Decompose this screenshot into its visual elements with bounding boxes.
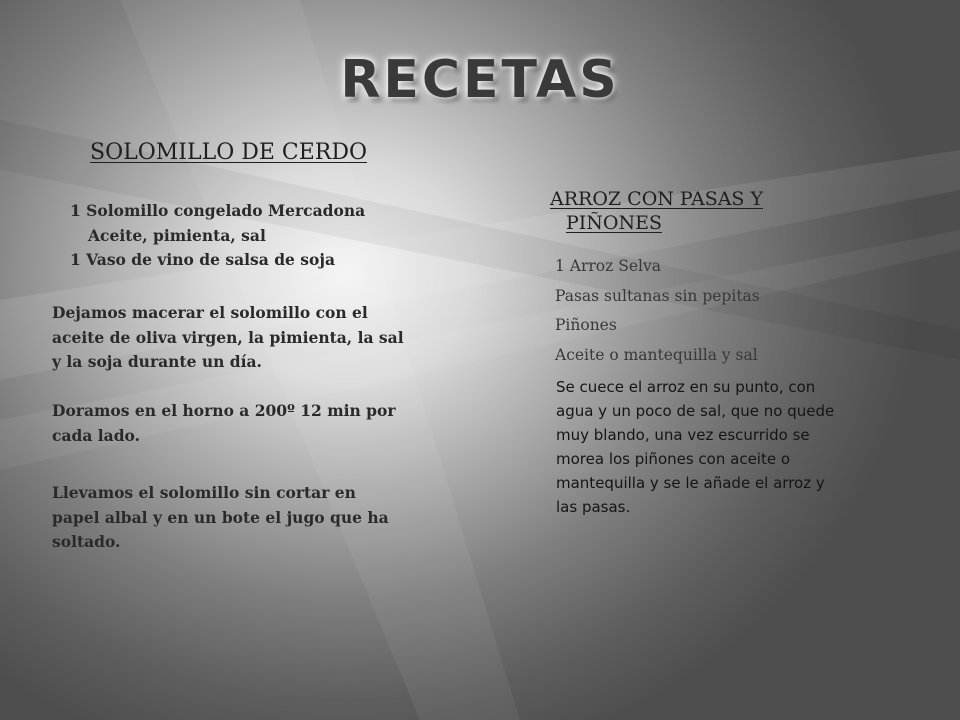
recipe-heading-arroz [550,187,763,235]
text-line: morea los piñones con aceite o [556,450,791,468]
text-line: Se cuece el arroz en su punto, con [556,378,816,396]
solomillo-ingredient-list [70,199,365,273]
heading-line: ARROZ CON PASAS Y [550,188,764,210]
solomillo-step-marinate [52,301,404,375]
ingredient-item: 1 Solomillo congelado Mercadona [70,201,366,220]
text-line: soltado. [52,532,121,551]
ingredient-item: Piñones [555,316,617,334]
arroz-instructions [553,375,903,519]
text-line: las pasas. [556,498,631,516]
text-line: agua y un poco de sal, que no quede [556,402,835,420]
text-line: Llevamos el solomillo sin cortar en [52,483,356,502]
ingredient-item: Aceite o mantequilla y sal [555,345,758,364]
solomillo-step-oven [52,399,396,448]
ingredient-item: Pasas sultanas sin pepitas [555,286,760,305]
text-line: muy blando, una vez escurrido se [556,426,810,444]
text-line: papel albal y en un bote el jugo que ha [52,507,389,527]
ingredient-item: Aceite, pimienta, sal [88,225,266,245]
heading-line: PIÑONES [566,212,663,234]
text-line: Doramos en el horno a 200º 12 min por [52,401,396,420]
slide-title: RECETAS [340,50,620,110]
arroz-ingredient-list [555,252,760,370]
solomillo-step-wrap [52,481,389,555]
text-line: cada lado. [52,425,140,445]
ingredient-item: 1 Vaso de vino de salsa de soja [70,250,336,269]
text-line: aceite de oliva virgen, la pimienta, la sal [52,327,404,347]
text-line: mantequilla y se le añade el arroz y [556,474,825,492]
ingredient-item: 1 Arroz Selva [555,257,661,275]
text-line: y la soja durante un día. [52,352,262,371]
text-line: Dejamos macerar el solomillo con el [52,303,368,322]
recipe-heading-solomillo: SOLOMILLO DE CERDO [90,140,368,165]
